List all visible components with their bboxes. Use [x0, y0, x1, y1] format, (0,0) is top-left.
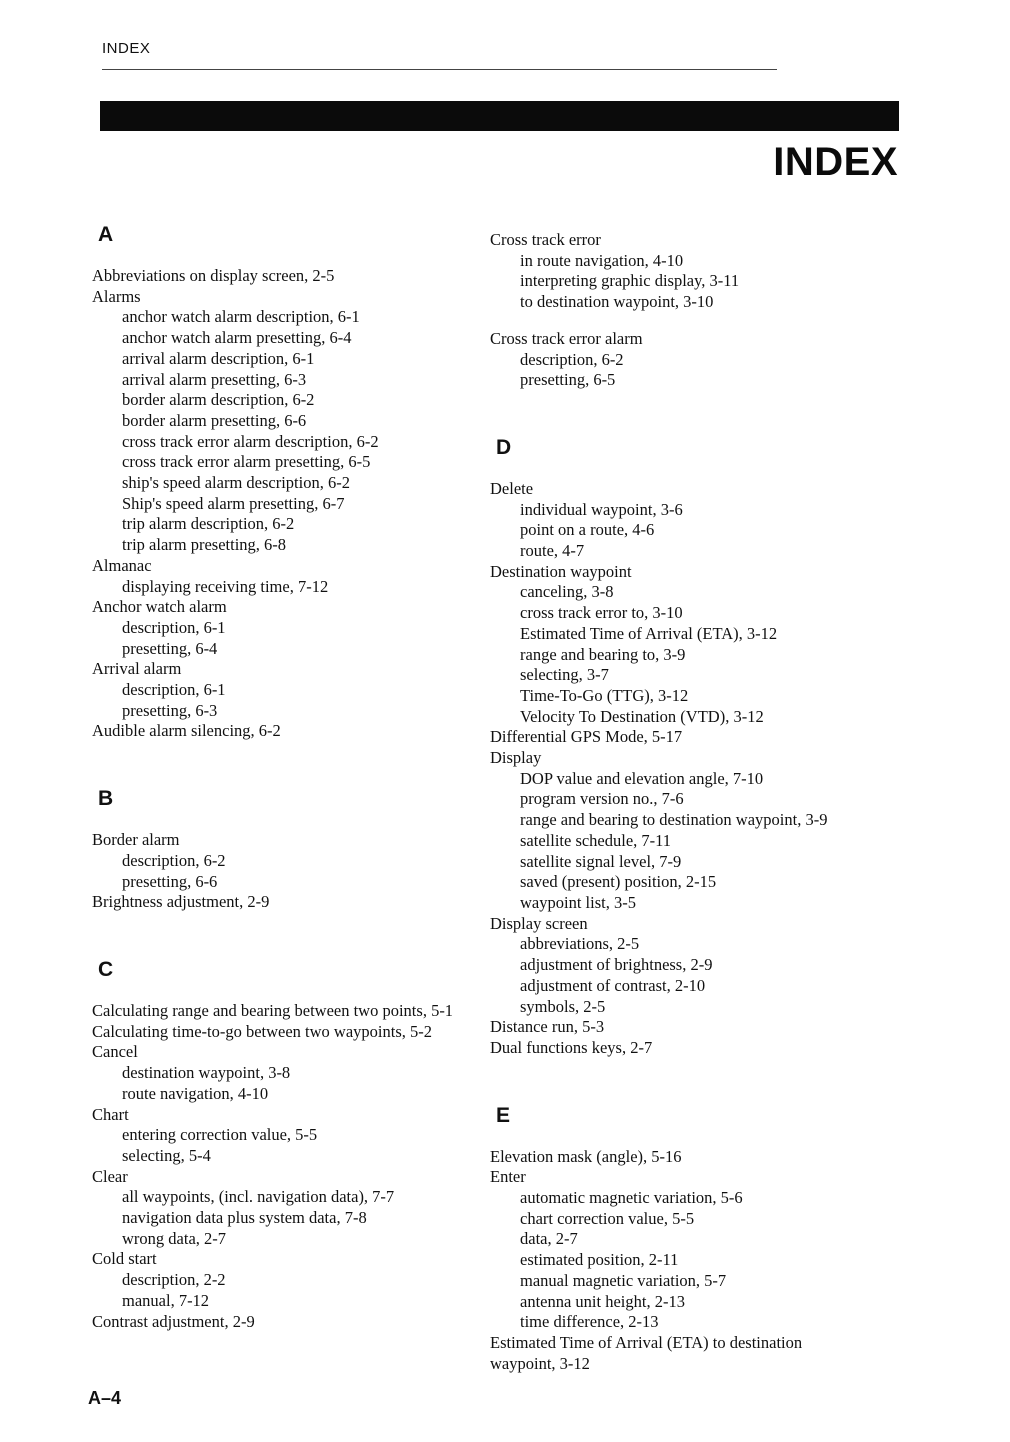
index-subentry: presetting, 6-4	[122, 638, 218, 658]
index-subentry: arrival alarm presetting, 6-3	[122, 369, 307, 389]
index-entry: Calculating range and bearing between two points, 5-1	[92, 1000, 454, 1020]
index-subentry: range and bearing to, 3-9	[520, 644, 686, 664]
index-subentry: automatic magnetic variation, 5-6	[520, 1188, 743, 1208]
index-subentry: interpreting graphic display, 3-11	[520, 271, 740, 291]
index-subentry: wrong data, 2-7	[122, 1228, 227, 1248]
index-subentry: Velocity To Destination (VTD), 3-12	[520, 706, 764, 726]
index-subentry: anchor watch alarm description, 6-1	[122, 307, 360, 327]
index-subentry: saved (present) position, 2-15	[520, 872, 717, 892]
index-subentry: trip alarm description, 6-2	[122, 514, 295, 534]
index-entry: Cross track error	[490, 230, 601, 249]
index-subentry: border alarm description, 6-2	[122, 390, 315, 410]
index-entry: Chart	[92, 1104, 129, 1124]
index-subentry: adjustment of contrast, 2-10	[520, 975, 706, 995]
index-section	[92, 222, 482, 742]
index-subentry: description, 2-2	[122, 1270, 226, 1290]
index-subentry: to destination waypoint, 3-10	[520, 292, 714, 312]
index-section	[490, 435, 910, 1059]
index-subentry: description, 6-2	[122, 850, 226, 870]
index-subentry: manual magnetic variation, 5-7	[520, 1270, 727, 1290]
index-subentry: description, 6-2	[520, 349, 624, 369]
index-column-right	[490, 230, 910, 1418]
index-entry: Distance run, 5-3	[490, 1017, 605, 1037]
index-entry: Border alarm	[92, 830, 180, 850]
index-entry: Cold start	[92, 1249, 157, 1269]
running-head: INDEX	[102, 40, 151, 57]
index-subentry: in route navigation, 4-10	[520, 250, 684, 270]
index-subentry: adjustment of brightness, 2-9	[520, 955, 713, 975]
index-subentry: estimated position, 2-11	[520, 1250, 679, 1270]
index-entry: Abbreviations on display screen, 2-5	[92, 266, 335, 285]
index-subentry: cross track error alarm description, 6-2	[122, 431, 379, 451]
index-entry: Brightness adjustment, 2-9	[92, 892, 270, 912]
index-entry: Cancel	[92, 1042, 138, 1062]
index-subentry: abbreviations, 2-5	[520, 934, 640, 954]
index-subentry: description, 6-1	[122, 617, 226, 637]
index-subentry: anchor watch alarm presetting, 6-4	[122, 328, 352, 348]
index-subentry: selecting, 5-4	[122, 1145, 211, 1165]
index-subentry: border alarm presetting, 6-6	[122, 410, 307, 430]
index-entry: Arrival alarm	[92, 659, 182, 679]
index-entry: Display	[490, 748, 542, 768]
index-subentry: description, 6-1	[122, 680, 226, 700]
section-letter: C	[98, 957, 114, 981]
section-letter: A	[98, 223, 114, 246]
index-subentry: point on a route, 4-6	[520, 520, 655, 540]
index-entry: Contrast adjustment, 2-9	[92, 1311, 255, 1331]
index-subentry: presetting, 6-5	[520, 370, 616, 390]
index-subentry: entering correction value, 5-5	[122, 1125, 318, 1145]
index-section	[92, 957, 482, 1332]
index-subentry: Time-To-Go (TTG), 3-12	[520, 685, 689, 705]
index-entry: Clear	[92, 1166, 128, 1186]
index-subentry: satellite schedule, 7-11	[520, 830, 672, 850]
index-subentry: Ship's speed alarm presetting, 6-7	[122, 493, 345, 513]
index-section	[490, 1103, 910, 1375]
index-subentry: presetting, 6-3	[122, 700, 218, 720]
index-subentry: program version no., 7-6	[520, 789, 684, 809]
chapter-title: INDEX	[773, 140, 898, 184]
page-number: A–4	[88, 1388, 122, 1408]
index-subentry: displaying receiving time, 7-12	[122, 576, 329, 596]
index-entry: waypoint, 3-12	[490, 1353, 590, 1373]
index-entry: Alarms	[92, 286, 141, 306]
index-subentry: presetting, 6-6	[122, 871, 218, 891]
section-letter: D	[496, 435, 512, 459]
index-entry: Anchor watch alarm	[92, 597, 227, 617]
index-subentry: trip alarm presetting, 6-8	[122, 535, 287, 555]
index-entry: Dual functions keys, 2-7	[490, 1037, 653, 1057]
index-entry: Destination waypoint	[490, 561, 632, 581]
index-entry: Estimated Time of Arrival (ETA) to destination	[490, 1332, 803, 1352]
index-subentry: Estimated Time of Arrival (ETA), 3-12	[520, 623, 778, 643]
index-entry: Elevation mask (angle), 5-16	[490, 1146, 682, 1166]
index-entry: Almanac	[92, 555, 152, 575]
index-subentry: chart correction value, 5-5	[520, 1208, 695, 1228]
index-subentry: navigation data plus system data, 7-8	[122, 1208, 367, 1228]
index-subentry: cross track error alarm presetting, 6-5	[122, 452, 371, 472]
index-subentry: manual, 7-12	[122, 1290, 210, 1310]
index-subentry: route navigation, 4-10	[122, 1083, 269, 1103]
section-letter: B	[98, 787, 114, 811]
title-bar	[100, 101, 899, 131]
index-section-continued	[490, 230, 910, 391]
index-subentry: symbols, 2-5	[520, 996, 606, 1016]
index-subentry: cross track error to, 3-10	[520, 603, 683, 623]
index-entry: Calculating time-to-go between two waypoints, 5-2	[92, 1021, 433, 1041]
index-subentry: satellite signal level, 7-9	[520, 851, 682, 871]
index-subentry: destination waypoint, 3-8	[122, 1063, 291, 1083]
index-subentry: arrival alarm description, 6-1	[122, 348, 315, 368]
index-subentry: data, 2-7	[520, 1229, 578, 1249]
index-subentry: selecting, 3-7	[520, 665, 609, 685]
index-entry: Audible alarm silencing, 6-2	[92, 721, 281, 741]
index-entry: Display screen	[490, 913, 588, 933]
index-entry: Cross track error alarm	[490, 328, 643, 348]
index-subentry: antenna unit height, 2-13	[520, 1291, 685, 1311]
index-subentry: DOP value and elevation angle, 7-10	[520, 768, 764, 788]
header-rule	[102, 69, 777, 70]
index-section	[92, 786, 482, 913]
index-subentry: range and bearing to destination waypoint, 3-9	[520, 810, 828, 830]
index-subentry: waypoint list, 3-5	[520, 892, 636, 912]
index-entry: Enter	[490, 1167, 526, 1187]
index-subentry: route, 4-7	[520, 541, 585, 561]
index-subentry: time difference, 2-13	[520, 1312, 659, 1332]
section-letter: E	[496, 1103, 511, 1127]
index-entry: Delete	[490, 478, 534, 498]
index-subentry: ship's speed alarm description, 6-2	[122, 473, 350, 493]
index-subentry: all waypoints, (incl. navigation data), 7-7	[122, 1187, 395, 1207]
index-subentry: individual waypoint, 3-6	[520, 499, 683, 519]
index-entry: Differential GPS Mode, 5-17	[490, 727, 683, 747]
index-subentry: canceling, 3-8	[520, 582, 614, 602]
index-column-left	[92, 222, 482, 1376]
